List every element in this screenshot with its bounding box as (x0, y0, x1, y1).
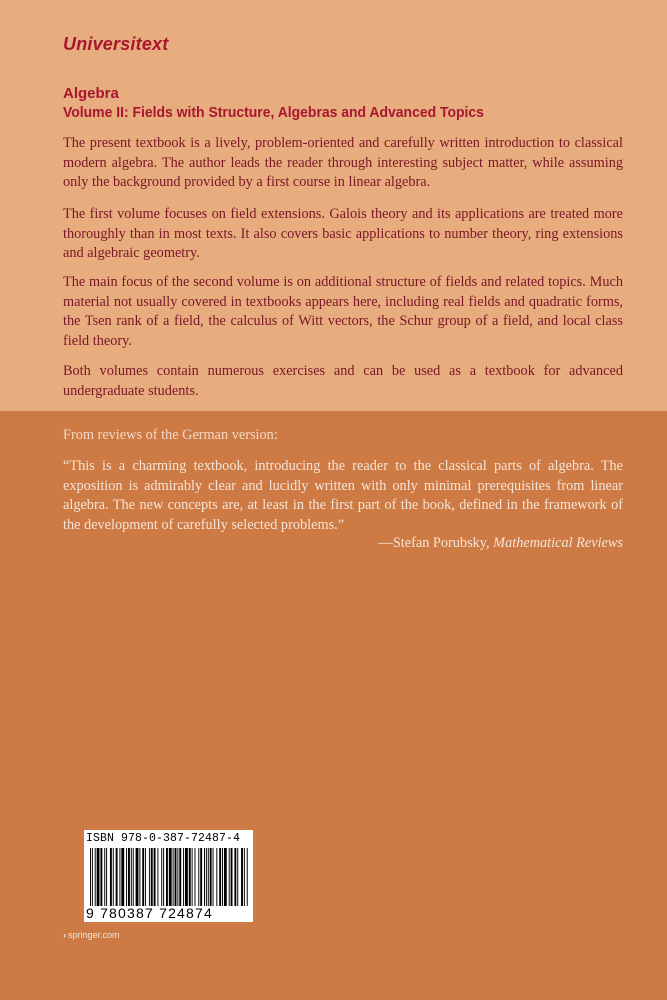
barcode-bar (222, 848, 223, 906)
barcode-bar (213, 848, 214, 906)
barcode-bar (92, 848, 93, 906)
barcode-bar (90, 848, 91, 906)
barcode-bar (231, 848, 233, 906)
barcode-bar (154, 848, 156, 906)
description-paragraph-4: Both volumes contain numerous exercises and can be used as a textbook for advanced undergraduate students. (63, 363, 623, 399)
barcode-bar (145, 848, 146, 906)
barcode-bar (237, 848, 238, 906)
barcode-bar (229, 848, 230, 906)
book-subtitle: Volume II: Fields with Structure, Algebras and Advanced Topics (63, 104, 484, 121)
ean-digits: 9 780387 724874 (86, 905, 213, 921)
description-paragraph-1: The present textbook is a lively, problem-oriented and carefully written introduction to classical modern algebra. The author leads the reader through interesting subject matter, while assuming only the background provided by a first course in linear algebra. (63, 135, 623, 190)
barcode-bar (104, 848, 105, 906)
barcode-bar (149, 848, 150, 906)
barcode-bar (119, 848, 120, 906)
reviewer-name: —Stefan Porubsky, (378, 535, 494, 551)
barcode-bar (131, 848, 132, 906)
barcode-bar (110, 848, 112, 906)
publisher-url: springer.com (68, 930, 120, 940)
barcode-bar (224, 848, 227, 906)
reviews-heading: From reviews of the German version: (63, 427, 278, 443)
barcode-bar (97, 848, 100, 906)
barcode-bar (161, 848, 162, 906)
barcode-bar (247, 848, 248, 906)
review-source: Mathematical Reviews (493, 535, 623, 551)
barcode-bar (198, 848, 199, 906)
barcode-bar (208, 848, 209, 906)
barcode-bar (195, 848, 196, 906)
barcode-bar (192, 848, 193, 906)
book-title: Algebra (63, 85, 119, 102)
publisher-link[interactable] (63, 930, 120, 940)
barcode-bar (157, 848, 158, 906)
barcode-bar (106, 848, 107, 906)
barcode-bar (126, 848, 127, 906)
barcode-bar (241, 848, 243, 906)
barcode-bar (133, 848, 134, 906)
barcode-bar (177, 848, 178, 906)
barcode-bar (234, 848, 236, 906)
barcode-bar (151, 848, 153, 906)
barcode-bar (219, 848, 221, 906)
barcode-bar (179, 848, 181, 906)
review-quote: “This is a charming textbook, introducing the reader to the classical parts of algebra. The exposition is admirably clear and lucidly written with only minimal prerequisites from linear algebra. The new concepts are, at least in the first part of the book, defined in the framework of the development of carefully selected problems.” (63, 458, 623, 533)
barcode-bar (206, 848, 207, 906)
barcode-bar (139, 848, 140, 906)
barcode-bar (185, 848, 188, 906)
barcode-bar (128, 848, 130, 906)
isbn-label: ISBN 978-0-387-72487-4 (86, 832, 241, 845)
barcode-bar (100, 848, 102, 906)
barcode-bar (113, 848, 114, 906)
barcode-bar (189, 848, 191, 906)
barcode-bar (136, 848, 139, 906)
barcode-bar (95, 848, 96, 906)
barcode-bar (116, 848, 118, 906)
barcode-bar (216, 848, 217, 906)
description-paragraph-2: The first volume focuses on field extensions. Galois theory and its applications are treated more thoroughly than in most texts. It also covers basic applications to number theory, ring extensions and algebraic geometry. (63, 206, 623, 261)
barcode-bar (244, 848, 245, 906)
chevron-right-icon: › (63, 930, 66, 940)
barcode-bar (173, 848, 174, 906)
review-attribution (379, 535, 623, 552)
description-paragraph-3: The main focus of the second volume is on additional structure of fields and related topics. Much material not usually covered in textbooks appears here, including real fields and quadratic forms, the Tsen rank of a field, the calculus of Witt vectors, the Schur group of a field, and local class field theory. (63, 274, 623, 349)
barcode-bar (200, 848, 202, 906)
barcode-bars (90, 848, 248, 906)
barcode-bar (166, 848, 168, 906)
barcode-bar (169, 848, 172, 906)
barcode-bar (121, 848, 124, 906)
barcode-bar (204, 848, 205, 906)
barcode-bar (142, 848, 144, 906)
barcode-bar (175, 848, 177, 906)
series-name: Universitext (63, 34, 169, 54)
barcode-bar (163, 848, 164, 906)
barcode-bar (210, 848, 212, 906)
barcode-bar (183, 848, 184, 906)
